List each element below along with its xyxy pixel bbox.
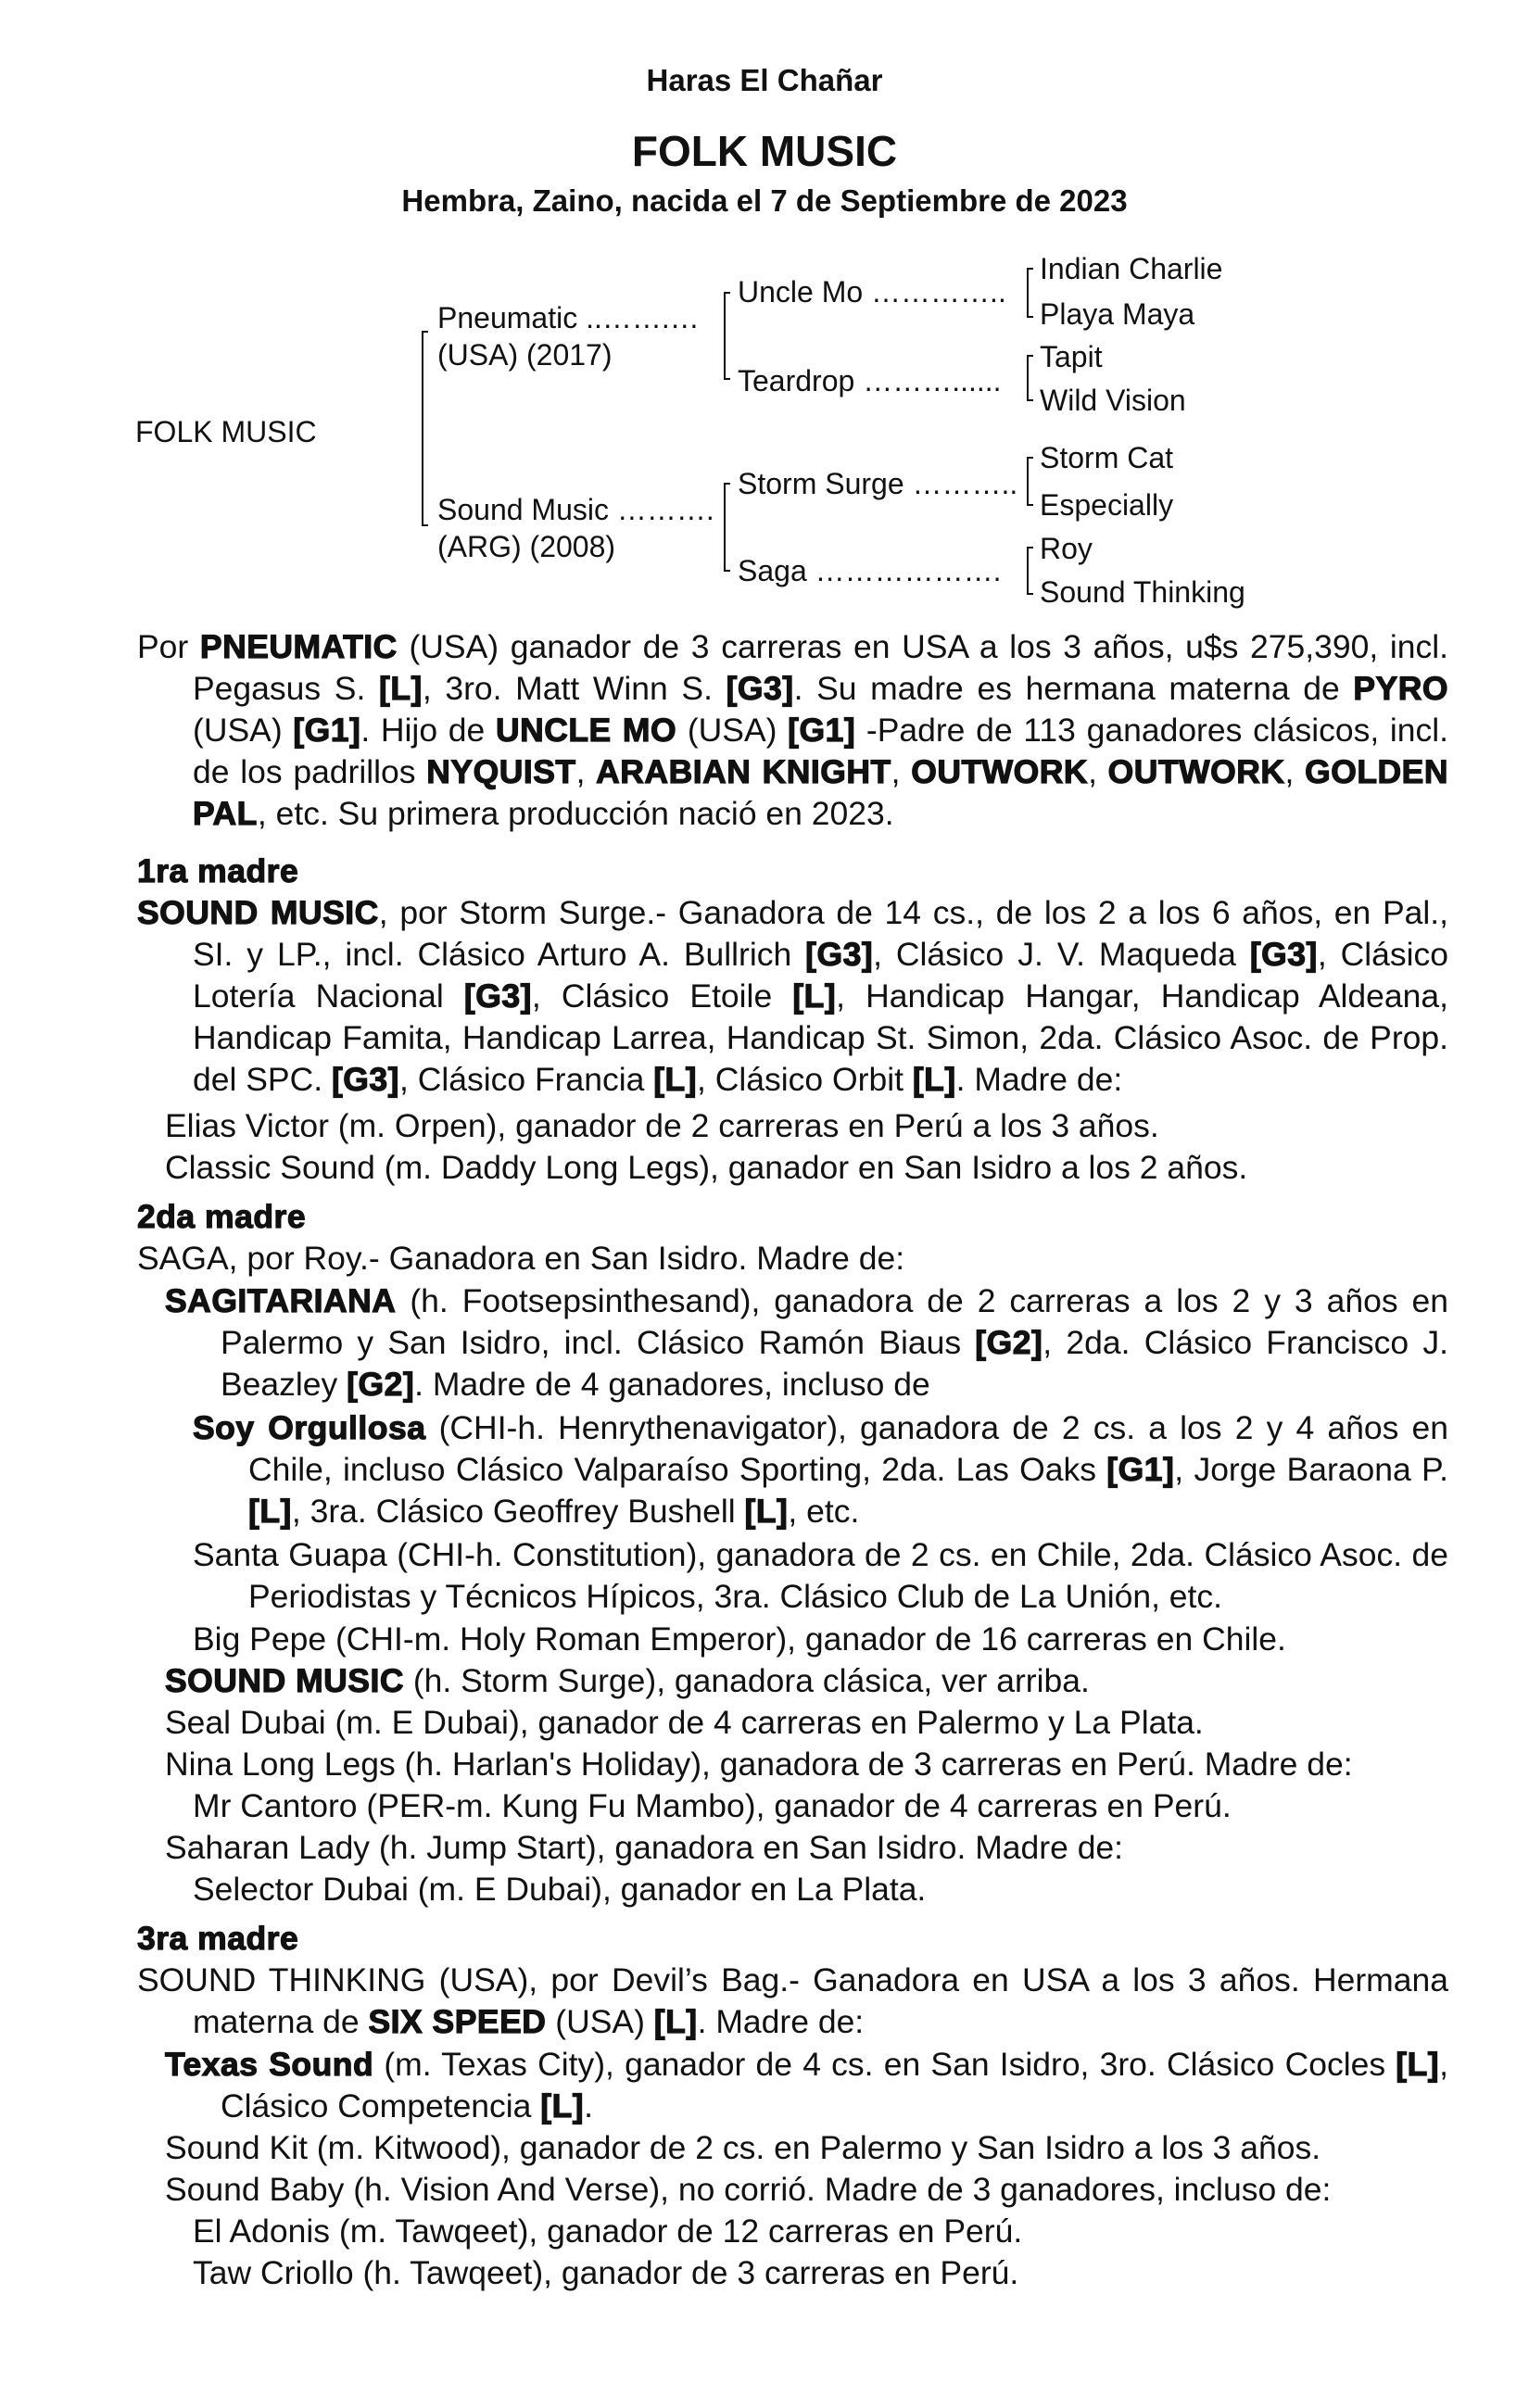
pedigree-brackets [0, 0, 1529, 630]
bracket-sire-dam [423, 332, 428, 525]
bracket-unclemo [1028, 269, 1033, 317]
bracket-saga [1028, 548, 1033, 594]
third-dam-heading: 3ra madre [137, 1920, 299, 1957]
pedigree-dam-detail: (ARG) (2008) [437, 530, 616, 563]
pedigree-g2-4: Saga ………………. [738, 554, 1002, 587]
pedigree-g3-7: Roy [1040, 532, 1093, 565]
el-adonis-line: El Adonis (m. Tawqeet), ganador de 12 carreras en Perú. [193, 2213, 1023, 2250]
mr-cantoro-line: Mr Cantoro (PER-m. Kung Fu Mambo), ganador de 4 carreras en Perú. [193, 1787, 1232, 1824]
sound-music-line: SOUND MUSIC (h. Storm Surge), ganadora clásica, ver arriba. [165, 1662, 1090, 1699]
pedigree-g3-6: Especially [1040, 488, 1174, 522]
pedigree-g3-4: Wild Vision [1040, 384, 1186, 417]
pedigree-sire-detail: (USA) (2017) [437, 338, 613, 372]
pedigree-g3-5: Storm Cat [1040, 441, 1174, 474]
sire-paragraph: Por PNEUMATIC (USA) ganador de 3 carreras en USA a los 3 años, u$s 275,390, incl. Pegasus S. [L], 3ro. Matt Winn S. [G3]. Su madre es hermana materna de PYRO (USA) [G1]. Hijo de UNCLE MO (USA) [G1] -Padre de 113 ganadores clásicos, incl. de los padrillos NYQUIST, ARABIAN KNIGHT, OUTWORK, OUTWORK, GOLDEN PAL, etc. Su primera producción nació en 2023. [137, 628, 1449, 832]
sound-kit-line: Sound Kit (m. Kitwood), ganador de 2 cs. en Palermo y San Isidro a los 3 años. [165, 2129, 1321, 2166]
pedigree-g3-2: Playa Maya [1040, 297, 1195, 331]
bracket-sire-parents [725, 293, 730, 379]
pedigree-sire: Pneumatic ..…….… [437, 301, 700, 334]
nina-long-legs-line: Nina Long Legs (h. Harlan's Holiday), ganadora de 3 carreras en Perú. Madre de: [165, 1746, 1353, 1783]
big-pepe-line: Big Pepe (CHI-m. Holy Roman Emperor), ganador de 16 carreras en Chile. [193, 1620, 1286, 1658]
first-dam-paragraph: SOUND MUSIC, por Storm Surge.- Ganadora de 14 cs., de los 2 a los 6 años, en Pal., SI. y LP., incl. Clásico Arturo A. Bullrich [G3], Clásico J. V. Maqueda [G3], Clásico Lotería Nacional [G3], Clásico Etoile [L], Handicap Hangar, Handicap Aldeana, Handicap Famita, Handicap Larrea, Handicap St. Simon, 2da. Clásico Asoc. de Prop. del SPC. [G3], Clásico Francia [L], Clásico Orbit [L]. Madre de: [137, 894, 1448, 1098]
farm-name: Haras El Chañar [646, 63, 883, 97]
sound-baby-line: Sound Baby (h. Vision And Verse), no corrió. Madre de 3 ganadores, incluso de: [165, 2171, 1332, 2208]
pedigree-g2-3: Storm Surge ……….. [738, 467, 1018, 500]
second-dam-intro: SAGA, por Roy.- Ganadora en San Isidro. Madre de: [137, 1240, 905, 1277]
pedigree-g3-3: Tapit [1040, 340, 1103, 373]
bracket-teardrop [1028, 356, 1033, 400]
second-dam-heading: 2da madre [137, 1198, 307, 1235]
pedigree-g3-1: Indian Charlie [1040, 252, 1223, 285]
pedigree-dam: Sound Music ………. [437, 493, 714, 526]
bracket-dam-parents [725, 484, 730, 571]
third-dam-intro: SOUND THINKING (USA), por Devil’s Bag.- Ganadora en USA a los 3 años. Hermana materna de SIX SPEED (USA) [L]. Madre de: [137, 1961, 1448, 2040]
pedigree-g3-8: Sound Thinking [1040, 575, 1245, 609]
horse-subtitle: Hembra, Zaino, nacida el 7 de Septiembre de 2023 [401, 183, 1128, 218]
seal-dubai-line: Seal Dubai (m. E Dubai), ganador de 4 carreras en Palermo y La Plata. [165, 1704, 1204, 1741]
saharan-lady-line: Saharan Lady (h. Jump Start), ganadora en San Isidro. Madre de: [165, 1829, 1124, 1866]
first-dam-heading: 1ra madre [137, 852, 299, 889]
texas-sound-paragraph: Texas Sound (m. Texas City), ganador de 4 cs. en San Isidro, 3ro. Clásico Cocles [L], Clásico Competencia [L]. [165, 2046, 1448, 2124]
pedigree-g2-1: Uncle Mo ………….. [738, 275, 1006, 309]
taw-criollo-line: Taw Criollo (h. Tawqeet), ganador de 3 carreras en Perú. [193, 2254, 1019, 2291]
pedigree-g2-2: Teardrop ………...... [738, 364, 1002, 397]
horse-name: FOLK MUSIC [631, 127, 898, 175]
first-dam-produce-2: Classic Sound (m. Daddy Long Legs), ganador en San Isidro a los 2 años. [165, 1149, 1248, 1186]
bracket-stormsurge [1028, 458, 1033, 505]
sagitariana-paragraph: SAGITARIANA (h. Footsepsinthesand), ganadora de 2 carreras a los 2 y 3 años en Palermo y San Isidro, incl. Clásico Ramón Biaus [G2], 2da. Clásico Francisco J. Beazley [G2]. Madre de 4 ganadores, incluso de [165, 1282, 1449, 1403]
pedigree-subject: FOLK MUSIC [135, 415, 317, 448]
santa-guapa-paragraph: Santa Guapa (CHI-h. Constitution), ganadora de 2 cs. en Chile, 2da. Clásico Asoc. de Periodistas y Técnicos Hípicos, 3ra. Clásico Club de La Unión, etc. [193, 1536, 1448, 1615]
selector-dubai-line: Selector Dubai (m. E Dubai), ganador en La Plata. [193, 1871, 927, 1908]
first-dam-produce-1: Elias Victor (m. Orpen), ganador de 2 carreras en Perú a los 3 años. [165, 1107, 1159, 1144]
soy-orgullosa-paragraph: Soy Orgullosa (CHI-h. Henrythenavigator), ganadora de 2 cs. a los 2 y 4 años en Chile, incluso Clásico Valparaíso Sporting, 2da. Las Oaks [G1], Jorge Baraona P. [L], 3ra. Clásico Geoffrey Bushell [L], etc. [193, 1409, 1448, 1530]
